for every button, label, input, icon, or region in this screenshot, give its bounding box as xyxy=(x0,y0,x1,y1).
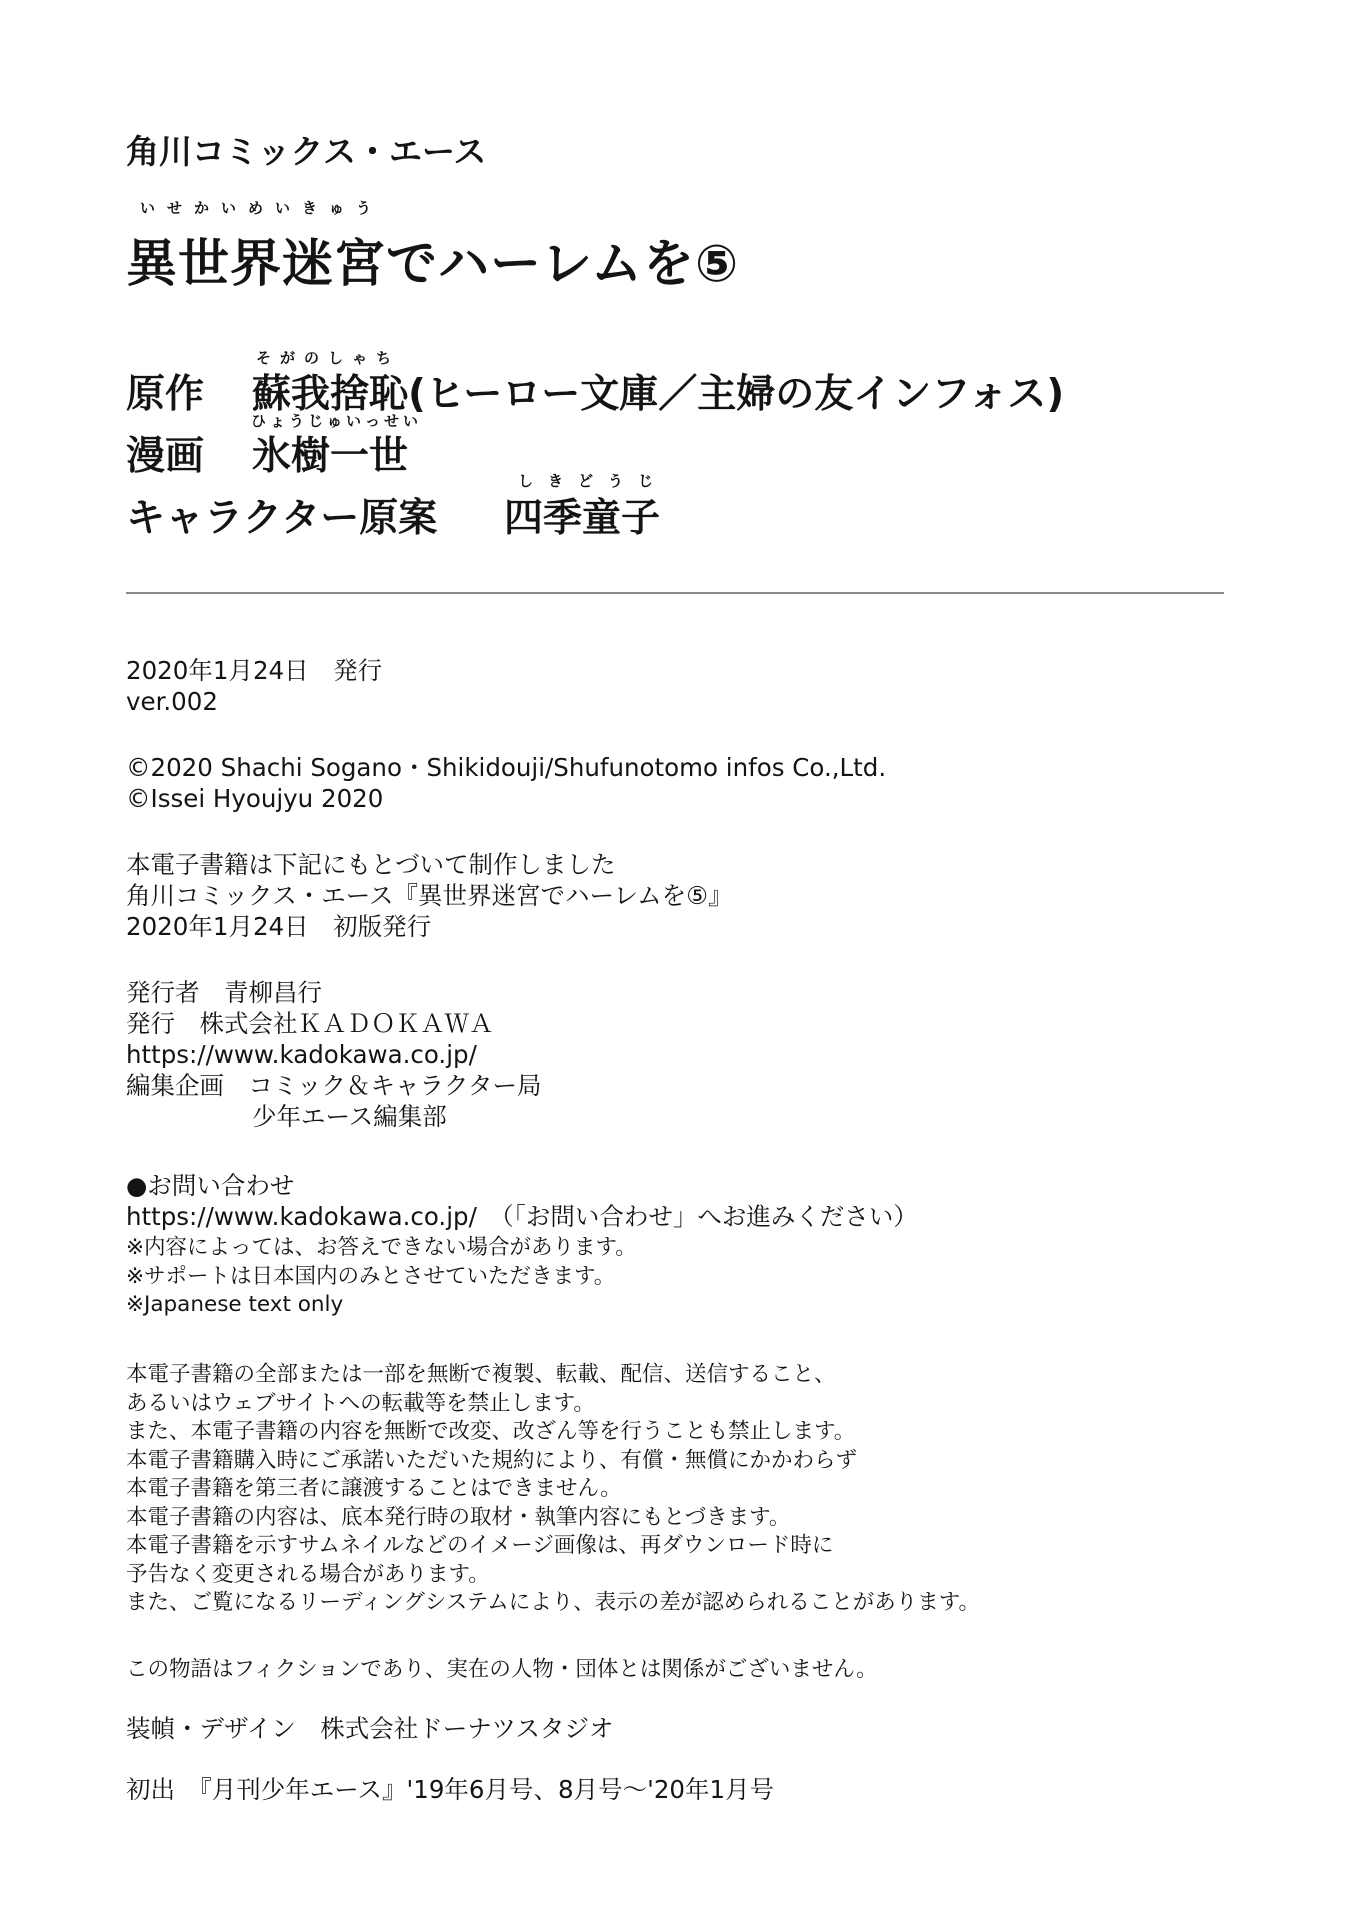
publication-block xyxy=(126,655,382,717)
credit-name-manga: 氷樹一世 xyxy=(252,434,409,479)
source-block xyxy=(126,849,733,942)
copyright-line: ©2020 Shachi Sogano・Shikidouji/Shufunotomo infos Co.,Ltd. xyxy=(126,753,887,782)
copyright-block xyxy=(126,752,886,814)
imprint-label: 角川コミックス・エース xyxy=(126,132,487,171)
inquiry-note: ※Japanese text only xyxy=(126,1292,344,1317)
publisher-block xyxy=(126,977,542,1132)
legal-line: また、本電子書籍の内容を無断で改変、改ざん等を行うことも禁止します。 xyxy=(126,1419,856,1444)
publisher-department: 少年エース編集部 xyxy=(252,1102,447,1131)
source-line: 2020年1月24日 初版発行 xyxy=(126,912,432,941)
divider-rule xyxy=(126,592,1224,594)
credit-name-original: 蘇我捨恥(ヒーロー文庫／主婦の友インフォス) xyxy=(252,372,1065,417)
legal-line: 本電子書籍を第三者に譲渡することはできません。 xyxy=(126,1476,622,1501)
title-ruby: いせかいめいきゅう xyxy=(140,199,384,217)
version-label: ver.002 xyxy=(126,687,218,716)
credit-role-manga: 漫画 xyxy=(126,434,205,479)
inquiry-notes xyxy=(126,1234,637,1320)
inquiry-heading: ●お問い合わせ xyxy=(126,1171,295,1200)
source-line: 角川コミックス・エース『異世界迷宮でハーレムを⑤』 xyxy=(126,881,733,910)
copyright-line: ©Issei Hyoujyu 2020 xyxy=(126,784,384,813)
legal-line: あるいはウェブサイトへの転載等を禁止します。 xyxy=(126,1390,595,1416)
publisher-line: 発行者 青柳昌行 xyxy=(126,978,322,1007)
legal-line: 本電子書籍購入時にご承諾いただいた規約により、有償・無償にかかわらず xyxy=(126,1447,858,1473)
fiction-notice: この物語はフィクションであり、実在の人物・団体とは関係がございません。 xyxy=(126,1657,878,1682)
inquiry-block xyxy=(126,1170,918,1232)
artist-ruby: ひょうじゅいっせい xyxy=(251,412,423,430)
publication-date: 2020年1月24日 発行 xyxy=(126,656,383,685)
credit-role-character-design: キャラクター原案 xyxy=(126,496,438,541)
legal-line: また、ご覧になるリーディングシステムにより、表示の差が認められることがあります。 xyxy=(126,1590,980,1615)
inquiry-note: ※サポートは日本国内のみとさせていただきます。 xyxy=(126,1263,616,1289)
publisher-line: 編集企画 コミック＆キャラクター局 xyxy=(126,1071,542,1100)
legal-line: 予告なく変更される場合があります。 xyxy=(126,1561,490,1587)
credit-name-character-design: 四季童子 xyxy=(504,496,661,541)
inquiry-url: https://www.kadokawa.co.jp/ （「お問い合わせ」へお進みください） xyxy=(126,1202,918,1231)
credit-manga xyxy=(126,425,408,481)
credit-character-design xyxy=(126,487,660,543)
legal-line: 本電子書籍の内容は、底本発行時の取材・執筆内容にもとづきます。 xyxy=(126,1504,791,1530)
credit-role-original: 原作 xyxy=(126,372,205,417)
inquiry-note: ※内容によっては、お答えできない場合があります。 xyxy=(126,1235,637,1260)
publisher-url: https://www.kadokawa.co.jp/ xyxy=(126,1040,477,1069)
legal-line: 本電子書籍の全部または一部を無断で複製、転載、配信、送信すること、 xyxy=(126,1362,836,1387)
design-credit: 装幀・デザイン 株式会社ドーナツスタジオ xyxy=(126,1714,614,1743)
book-title: 異世界迷宮でハーレムを⑤ xyxy=(126,235,740,294)
author-ruby: そがのしゃち xyxy=(256,349,401,367)
first-appearance: 初出 『月刊少年エース』'19年6月号、8月号～'20年1月号 xyxy=(126,1775,775,1804)
publisher-line: 発行 株式会社ＫＡＤＯＫＡＷＡ xyxy=(126,1009,494,1038)
legal-block xyxy=(126,1361,980,1618)
character-designer-ruby: しきどうじ xyxy=(518,472,669,490)
source-line: 本電子書籍は下記にもとづいて制作しました xyxy=(126,850,616,879)
legal-line: 本電子書籍を示すサムネイルなどのイメージ画像は、再ダウンロード時に xyxy=(126,1533,834,1558)
